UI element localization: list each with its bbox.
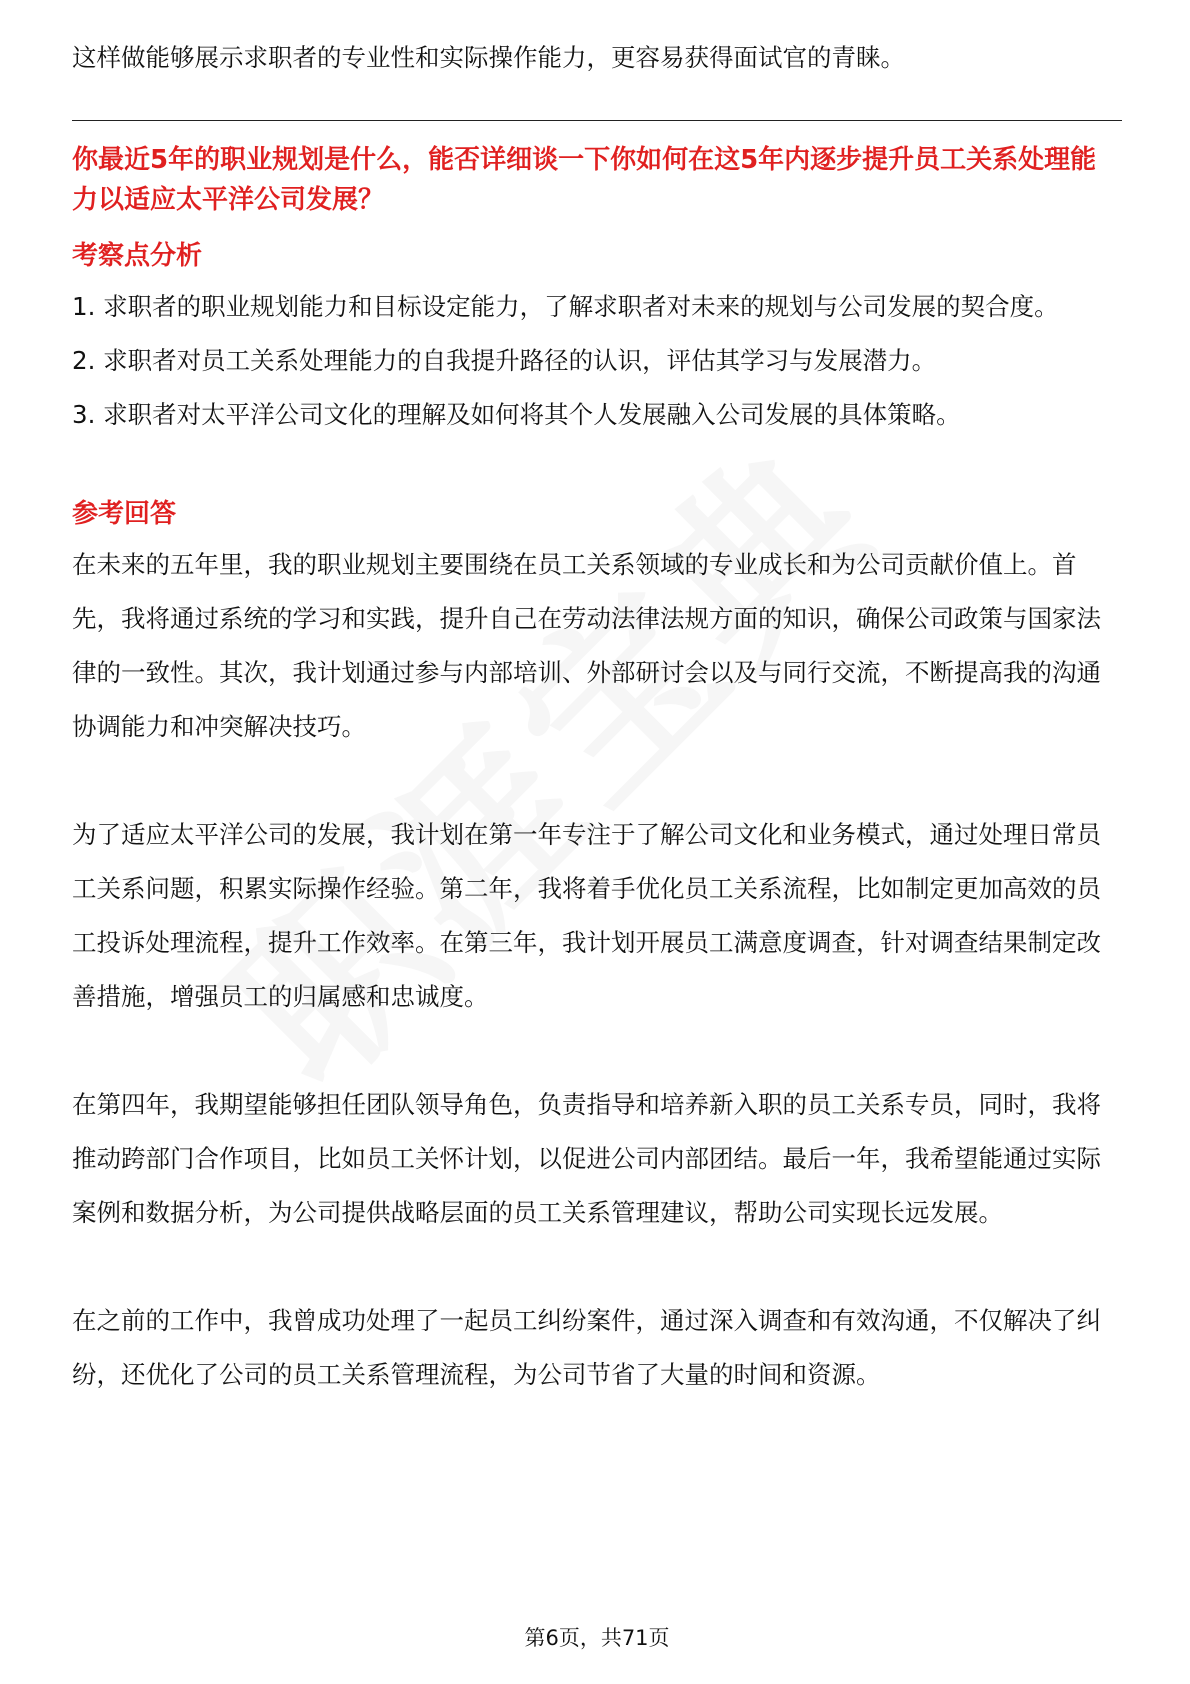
answer-body <box>72 538 1122 1456</box>
intro-text: 这样做能够展示求职者的专业性和实际操作能力，更容易获得面试官的青睐。 <box>72 43 905 72</box>
document-page <box>72 0 1122 1684</box>
analysis-list <box>72 280 1122 442</box>
question-heading: 你最近5年的职业规划是什么，能否详细谈一下你如何在这5年内逐步提升员工关系处理能力以适应太平洋公司发展？ <box>72 145 1097 215</box>
answer-paragraph: 在未来的五年里，我的职业规划主要围绕在员工关系领域的专业成长和为公司贡献价值上。首先，我将通过系统的学习和实践，提升自己在劳动法律法规方面的知识，确保公司政策与国家法律的一致性。其次，我计划通过参与内部培训、外部研讨会以及与同行交流，不断提高我的沟通协调能力和冲突解决技巧。 <box>72 550 1101 741</box>
answer-title: 参考回答 <box>72 499 177 529</box>
divider <box>72 120 1122 121</box>
page-footer: 第6页，共71页 <box>524 1626 670 1650</box>
analysis-item: 2. 求职者对员工关系处理能力的自我提升路径的认识，评估其学习与发展潜力。 <box>72 346 937 375</box>
analysis-title: 考察点分析 <box>72 241 203 271</box>
answer-paragraph: 为了适应太平洋公司的发展，我计划在第一年专注于了解公司文化和业务模式，通过处理日常员工关系问题，积累实际操作经验。第二年，我将着手优化员工关系流程，比如制定更加高效的员工投诉处理流程，提升工作效率。在第三年，我计划开展员工满意度调查，针对调查结果制定改善措施，增强员工的归属感和忠诚度。 <box>72 820 1101 1011</box>
analysis-item: 3. 求职者对太平洋公司文化的理解及如何将其个人发展融入公司发展的具体策略。 <box>72 400 961 429</box>
answer-paragraph: 在之前的工作中，我曾成功处理了一起员工纠纷案件，通过深入调查和有效沟通，不仅解决了纠纷，还优化了公司的员工关系管理流程，为公司节省了大量的时间和资源。 <box>72 1306 1101 1389</box>
analysis-item: 1. 求职者的职业规划能力和目标设定能力，了解求职者对未来的规划与公司发展的契合度。 <box>72 292 1059 321</box>
answer-paragraph: 在第四年，我期望能够担任团队领导角色，负责指导和培养新入职的员工关系专员，同时，我将推动跨部门合作项目，比如员工关怀计划，以促进公司内部团结。最后一年，我希望能通过实际案例和数据分析，为公司提供战略层面的员工关系管理建议，帮助公司实现长远发展。 <box>72 1090 1101 1227</box>
